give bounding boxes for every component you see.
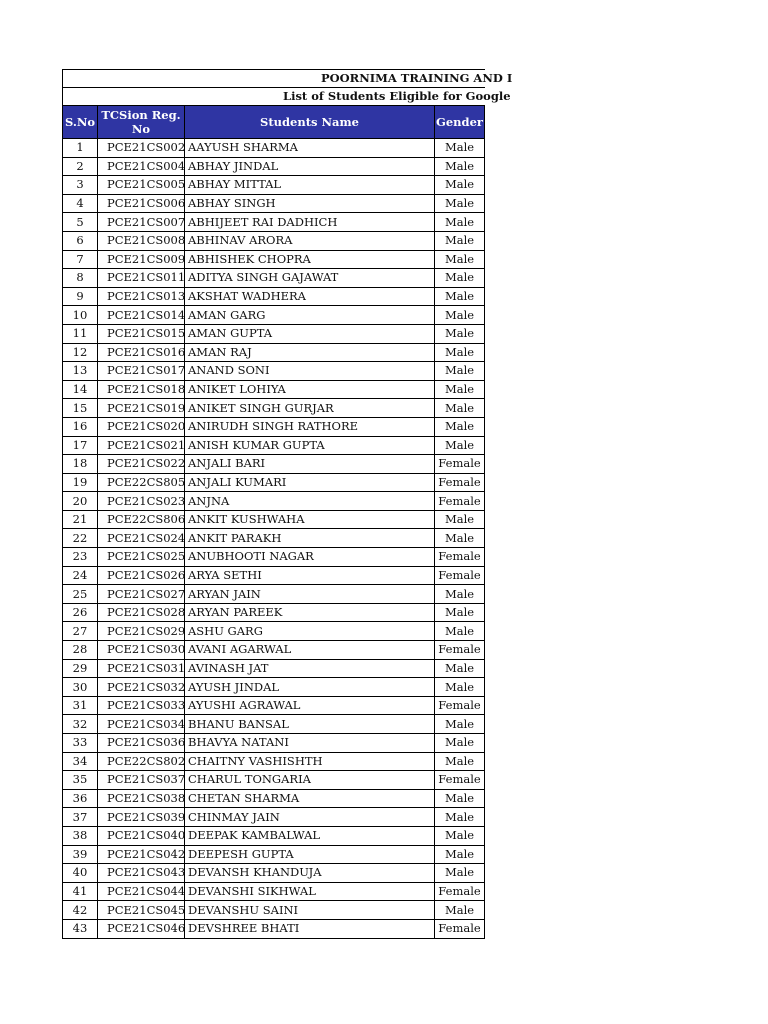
student-list-sheet [62, 69, 513, 939]
cell-name: CHINMAY JAIN [185, 808, 435, 827]
cell-reg: PCE21CS042 [98, 845, 185, 864]
student-table [62, 69, 513, 939]
column-header-name: Students Name [185, 106, 435, 139]
cell-gender: Female [435, 919, 485, 938]
table-row [63, 864, 485, 883]
cell-sno: 13 [63, 362, 98, 381]
table-row [63, 789, 485, 808]
cell-name: ANIKET SINGH GURJAR [185, 399, 435, 418]
student-rows [63, 139, 485, 939]
cell-sno: 33 [63, 734, 98, 753]
cell-reg: PCE21CS019 [98, 399, 185, 418]
cell-name: ABHAY SINGH [185, 194, 435, 213]
table-row [63, 826, 485, 845]
cell-gender: Male [435, 678, 485, 697]
cell-sno: 3 [63, 176, 98, 195]
table-row [63, 622, 485, 641]
cell-sno: 39 [63, 845, 98, 864]
subtitle-cell [63, 88, 511, 106]
title-row [63, 70, 485, 88]
cell-gender: Male [435, 250, 485, 269]
table-row [63, 139, 485, 158]
column-header-sno: S.No [63, 106, 98, 139]
cell-reg: PCE21CS014 [98, 306, 185, 325]
cell-gender: Female [435, 696, 485, 715]
cell-gender: Male [435, 734, 485, 753]
table-row [63, 473, 485, 492]
cell-reg: PCE21CS029 [98, 622, 185, 641]
table-row [63, 510, 485, 529]
cell-sno: 17 [63, 436, 98, 455]
cell-name: ANAND SONI [185, 362, 435, 381]
cell-name: ANUBHOOTI NAGAR [185, 548, 435, 567]
cell-reg: PCE21CS036 [98, 734, 185, 753]
cell-name: AVANI AGARWAL [185, 641, 435, 660]
table-row [63, 455, 485, 474]
cell-sno: 37 [63, 808, 98, 827]
cell-gender: Male [435, 603, 485, 622]
cell-sno: 6 [63, 231, 98, 250]
cell-reg: PCE21CS046 [98, 919, 185, 938]
cell-reg: PCE21CS038 [98, 789, 185, 808]
cell-sno: 18 [63, 455, 98, 474]
cell-gender: Male [435, 306, 485, 325]
cell-sno: 7 [63, 250, 98, 269]
cell-reg: PCE21CS009 [98, 250, 185, 269]
cell-name: ARYAN JAIN [185, 585, 435, 604]
cell-name: ABHISHEK CHOPRA [185, 250, 435, 269]
cell-name: ANJALI BARI [185, 455, 435, 474]
cell-name: ANKIT PARAKH [185, 529, 435, 548]
cell-sno: 20 [63, 492, 98, 511]
cell-name: ABHAY MITTAL [185, 176, 435, 195]
cell-gender: Male [435, 622, 485, 641]
cell-gender: Male [435, 826, 485, 845]
cell-name: DEEPAK KAMBALWAL [185, 826, 435, 845]
table-row [63, 343, 485, 362]
cell-sno: 42 [63, 901, 98, 920]
table-row [63, 417, 485, 436]
cell-reg: PCE21CS013 [98, 287, 185, 306]
cell-sno: 10 [63, 306, 98, 325]
cell-reg: PCE21CS031 [98, 659, 185, 678]
cell-gender: Male [435, 324, 485, 343]
cell-sno: 21 [63, 510, 98, 529]
cell-sno: 34 [63, 752, 98, 771]
cell-name: AVINASH JAT [185, 659, 435, 678]
cell-name: ANJALI KUMARI [185, 473, 435, 492]
cell-name: AMAN GUPTA [185, 324, 435, 343]
cell-sno: 19 [63, 473, 98, 492]
cell-name: ABHIJEET RAI DADHICH [185, 213, 435, 232]
cell-name: ANISH KUMAR GUPTA [185, 436, 435, 455]
table-row [63, 641, 485, 660]
cell-name: ANJNA [185, 492, 435, 511]
cell-name: DEVANSHI SIKHWAL [185, 882, 435, 901]
table-row [63, 324, 485, 343]
table-row [63, 901, 485, 920]
cell-sno: 36 [63, 789, 98, 808]
cell-reg: PCE21CS002 [98, 139, 185, 158]
cell-gender: Male [435, 510, 485, 529]
cell-name: DEVANSH KHANDUJA [185, 864, 435, 883]
column-header-reg: TCSion Reg. No [98, 106, 185, 139]
cell-gender: Male [435, 436, 485, 455]
table-row [63, 399, 485, 418]
cell-reg: PCE21CS023 [98, 492, 185, 511]
table-row [63, 603, 485, 622]
cell-gender: Female [435, 566, 485, 585]
cell-reg: PCE21CS033 [98, 696, 185, 715]
table-row [63, 715, 485, 734]
cell-name: CHETAN SHARMA [185, 789, 435, 808]
cell-reg: PCE21CS020 [98, 417, 185, 436]
cell-gender: Male [435, 417, 485, 436]
cell-reg: PCE21CS007 [98, 213, 185, 232]
cell-name: AKSHAT WADHERA [185, 287, 435, 306]
table-row [63, 176, 485, 195]
cell-name: AYUSH JINDAL [185, 678, 435, 697]
cell-reg: PCE21CS028 [98, 603, 185, 622]
table-row [63, 287, 485, 306]
table-row [63, 194, 485, 213]
cell-reg: PCE21CS015 [98, 324, 185, 343]
cell-sno: 26 [63, 603, 98, 622]
cell-reg: PCE21CS022 [98, 455, 185, 474]
table-row [63, 157, 485, 176]
cell-sno: 27 [63, 622, 98, 641]
cell-sno: 5 [63, 213, 98, 232]
cell-sno: 11 [63, 324, 98, 343]
cell-name: BHAVYA NATANI [185, 734, 435, 753]
table-row [63, 845, 485, 864]
table-row [63, 566, 485, 585]
cell-sno: 32 [63, 715, 98, 734]
cell-reg: PCE21CS032 [98, 678, 185, 697]
table-row [63, 436, 485, 455]
cell-reg: PCE21CS040 [98, 826, 185, 845]
cell-gender: Male [435, 752, 485, 771]
table-row [63, 919, 485, 938]
table-row [63, 269, 485, 288]
cell-reg: PCE21CS043 [98, 864, 185, 883]
cell-gender: Male [435, 789, 485, 808]
cell-reg: PCE21CS005 [98, 176, 185, 195]
cell-sno: 38 [63, 826, 98, 845]
cell-name: AMAN GARG [185, 306, 435, 325]
cell-sno: 4 [63, 194, 98, 213]
cell-name: ARYAN PAREEK [185, 603, 435, 622]
table-row [63, 678, 485, 697]
cell-sno: 15 [63, 399, 98, 418]
table-row [63, 362, 485, 381]
cell-name: AAYUSH SHARMA [185, 139, 435, 158]
table-row [63, 659, 485, 678]
cell-name: AMAN RAJ [185, 343, 435, 362]
cell-sno: 1 [63, 139, 98, 158]
cell-reg: PCE21CS045 [98, 901, 185, 920]
cell-reg: PCE21CS037 [98, 771, 185, 790]
cell-gender: Male [435, 808, 485, 827]
cell-gender: Female [435, 455, 485, 474]
cell-gender: Male [435, 343, 485, 362]
cell-gender: Male [435, 213, 485, 232]
cell-reg: PCE21CS008 [98, 231, 185, 250]
cell-gender: Male [435, 362, 485, 381]
cell-reg: PCE21CS017 [98, 362, 185, 381]
cell-name: ABHAY JINDAL [185, 157, 435, 176]
cell-gender: Male [435, 176, 485, 195]
table-row [63, 529, 485, 548]
cell-reg: PCE21CS034 [98, 715, 185, 734]
cell-sno: 25 [63, 585, 98, 604]
table-row [63, 585, 485, 604]
cell-reg: PCE21CS011 [98, 269, 185, 288]
cell-sno: 12 [63, 343, 98, 362]
cell-name: ARYA SETHI [185, 566, 435, 585]
cell-reg: PCE21CS006 [98, 194, 185, 213]
cell-name: CHAITNY VASHISHTH [185, 752, 435, 771]
cell-name: DEEPESH GUPTA [185, 845, 435, 864]
cell-name: ADITYA SINGH GAJAWAT [185, 269, 435, 288]
cell-gender: Female [435, 771, 485, 790]
cell-reg: PCE21CS004 [98, 157, 185, 176]
cell-gender: Male [435, 529, 485, 548]
cell-gender: Male [435, 380, 485, 399]
cell-gender: Female [435, 548, 485, 567]
cell-sno: 14 [63, 380, 98, 399]
cell-gender: Male [435, 845, 485, 864]
cell-reg: PCE21CS024 [98, 529, 185, 548]
cell-sno: 9 [63, 287, 98, 306]
cell-gender: Male [435, 139, 485, 158]
document-title: POORNIMA TRAINING AND I [321, 71, 513, 85]
table-row [63, 380, 485, 399]
table-row [63, 213, 485, 232]
cell-gender: Male [435, 157, 485, 176]
cell-reg: PCE21CS030 [98, 641, 185, 660]
document-subtitle: List of Students Eligible for Google [283, 89, 511, 103]
table-row [63, 771, 485, 790]
cell-name: AYUSHI AGRAWAL [185, 696, 435, 715]
cell-sno: 41 [63, 882, 98, 901]
cell-sno: 35 [63, 771, 98, 790]
cell-reg: PCE22CS805 [98, 473, 185, 492]
cell-reg: PCE21CS044 [98, 882, 185, 901]
cell-sno: 28 [63, 641, 98, 660]
cell-sno: 31 [63, 696, 98, 715]
cell-gender: Male [435, 715, 485, 734]
column-header-gender: Gender [435, 106, 485, 139]
table-row [63, 250, 485, 269]
subtitle-row [63, 88, 485, 106]
cell-gender: Male [435, 269, 485, 288]
cell-gender: Female [435, 882, 485, 901]
cell-sno: 2 [63, 157, 98, 176]
title-cell [63, 70, 513, 88]
cell-reg: PCE21CS018 [98, 380, 185, 399]
cell-reg: PCE21CS026 [98, 566, 185, 585]
cell-name: ASHU GARG [185, 622, 435, 641]
cell-name: ANKIT KUSHWAHA [185, 510, 435, 529]
cell-gender: Male [435, 901, 485, 920]
cell-sno: 40 [63, 864, 98, 883]
table-row [63, 306, 485, 325]
table-row [63, 231, 485, 250]
cell-sno: 24 [63, 566, 98, 585]
cell-name: CHARUL TONGARIA [185, 771, 435, 790]
cell-reg: PCE21CS027 [98, 585, 185, 604]
table-row [63, 808, 485, 827]
table-row [63, 734, 485, 753]
cell-sno: 43 [63, 919, 98, 938]
table-row [63, 548, 485, 567]
cell-gender: Male [435, 585, 485, 604]
cell-gender: Male [435, 287, 485, 306]
cell-sno: 30 [63, 678, 98, 697]
cell-gender: Male [435, 864, 485, 883]
cell-gender: Male [435, 194, 485, 213]
cell-reg: PCE21CS025 [98, 548, 185, 567]
cell-gender: Female [435, 641, 485, 660]
cell-sno: 29 [63, 659, 98, 678]
cell-reg: PCE22CS802 [98, 752, 185, 771]
cell-sno: 22 [63, 529, 98, 548]
table-row [63, 492, 485, 511]
cell-reg: PCE22CS806 [98, 510, 185, 529]
cell-gender: Female [435, 473, 485, 492]
cell-reg: PCE21CS016 [98, 343, 185, 362]
cell-reg: PCE21CS021 [98, 436, 185, 455]
table-row [63, 882, 485, 901]
cell-gender: Male [435, 659, 485, 678]
column-header-row [63, 106, 485, 139]
cell-gender: Female [435, 492, 485, 511]
cell-name: ANIRUDH SINGH RATHORE [185, 417, 435, 436]
cell-name: ABHINAV ARORA [185, 231, 435, 250]
cell-sno: 16 [63, 417, 98, 436]
cell-sno: 8 [63, 269, 98, 288]
cell-sno: 23 [63, 548, 98, 567]
cell-name: DEVSHREE BHATI [185, 919, 435, 938]
cell-gender: Male [435, 399, 485, 418]
table-row [63, 752, 485, 771]
table-row [63, 696, 485, 715]
cell-name: BHANU BANSAL [185, 715, 435, 734]
cell-reg: PCE21CS039 [98, 808, 185, 827]
cell-name: DEVANSHU SAINI [185, 901, 435, 920]
cell-gender: Male [435, 231, 485, 250]
cell-name: ANIKET LOHIYA [185, 380, 435, 399]
